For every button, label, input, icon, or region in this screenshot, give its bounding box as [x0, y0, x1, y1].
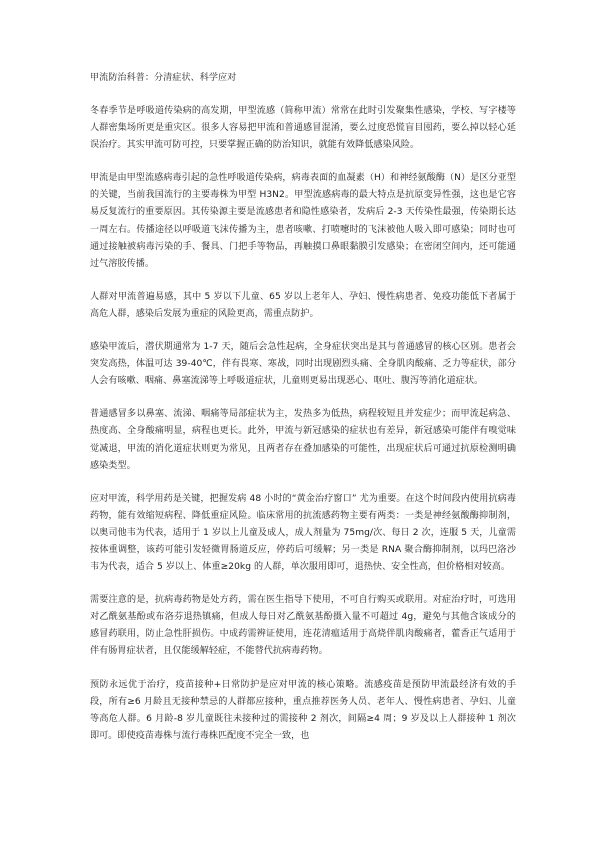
paragraph-symptoms: 感染甲流后，潜伏期通常为 1-7 天，随后会急性起病，全身症状突出是其与普通感冒的核心区别。患者会突发高热，体温可达 39-40℃，伴有畏寒、寒战，同时出现剧烈头痛、全身肌肉酸痛、乏力等症状，部分人会有咳嗽、咽痛、鼻塞流涕等上呼吸道症状，儿童则更易出现恶心、呕吐、腹泻等消化道症状。 [90, 342, 516, 387]
document-body [90, 70, 516, 745]
paragraph-cause-transmission: 甲流是由甲型流感病毒引起的急性呼吸道传染病，病毒表面的血凝素（H）和神经氨酸酶（N）是区分亚型的关键，当前我国流行的主要毒株为甲型 H3N2。甲型流感病毒的最大特点是抗原变异性强，这也是它容易反复流行的重要原因。其传染源主要是流感患者和隐性感染者，发病后 2-3 天传染性最强，传染期长达一周左右。传播途径以呼吸道飞沫传播为主，患者咳嗽、打喷嚏时的飞沫被他人吸入即可感染；同时也可通过接触被病毒污染的手、餐具、门把手等物品，再触摸口鼻眼黏膜引发感染；在密闭空间内，还可能通过气溶胶传播。 [90, 173, 516, 269]
paragraph-medication: 应对甲流，科学用药是关键，把握发病 48 小时的“黄金治疗窗口” 尤为重要。在这个时间段内使用抗病毒药物，能有效缩短病程、降低重症风险。临床常用的抗流感药物主要有两类：一类是神经氨酸酶抑制剂，以奥司他韦为代表，适用于 1 岁以上儿童及成人，成人剂量为 75mg/次、每日 2 次，连服 5 天，儿童需按体重调整，该药可能引发轻微胃肠道反应，停药后可缓解；另一类是 RNA 聚合酶抑制剂，以玛巴洛沙韦为代表，适合 5 岁以上、体重≥20kg 的人群，单次服用即可，退热快、安全性高，但价格相对较高。 [90, 493, 516, 573]
paragraph-intro: 冬春季节是呼吸道传染病的高发期，甲型流感（简称甲流）常常在此时引发聚集性感染，学校、写字楼等人群密集场所更是重灾区。很多人容易把甲流和普通感冒混淆，要么过度恐慌盲目囤药，要么掉以轻心延误治疗。其实甲流可防可控，只要掌握正确的防治知识，就能有效降低感染风险。 [90, 106, 516, 151]
paragraph-precautions: 需要注意的是，抗病毒药物是处方药，需在医生指导下使用，不可自行购买或联用。对症治疗时，可选用对乙酰氨基酚或布洛芬退热镇痛，但成人每日对乙酰氨基酚摄入量不可超过 4g，避免与其他含该成分的感冒药联用，防止急性肝损伤。中成药需辨证使用，连花清瘟适用于高烧伴肌肉酸痛者，藿香正气适用于伴有肠胃症状者，且仅能缓解轻症，不能替代抗病毒药物。 [90, 595, 516, 657]
document-title: 甲流防治科普：分清症状、科学应对 [90, 73, 237, 83]
paragraph-high-risk-groups: 人群对甲流普遍易感，其中 5 岁以下儿童、65 岁以上老年人、孕妇、慢性病患者、免疫功能低下者属于高危人群，感染后发展为重症的风险更高，需重点防护。 [90, 291, 516, 319]
paragraph-prevention: 预防永远优于治疗，疫苗接种+日常防护是应对甲流的核心策略。流感疫苗是预防甲流最经济有效的手段，所有≥6 月龄且无接种禁忌的人群都应接种，重点推荐医务人员、老年人、慢性病患者、孕妇、儿童等高危人群。6 月龄-8 岁儿童既往未接种过的需接种 2 剂次，间隔≥4 周；9 岁及以上人群接种 1 剂次即可。即使疫苗毒株与流行毒株匹配度不完全一致，也 [90, 679, 516, 741]
paragraph-differences: 普通感冒多以鼻塞、流涕、咽痛等局部症状为主，发热多为低热，病程较短且并发症少；而甲流起病急、热度高、全身酸痛明显，病程也更长。此外，甲流与新冠感染的症状也有差异，新冠感染可能伴有嗅觉味觉减退，甲流的消化道症状则更为常见，且两者存在叠加感染的可能性，出现症状后可通过抗原检测明确感染类型。 [90, 409, 516, 471]
